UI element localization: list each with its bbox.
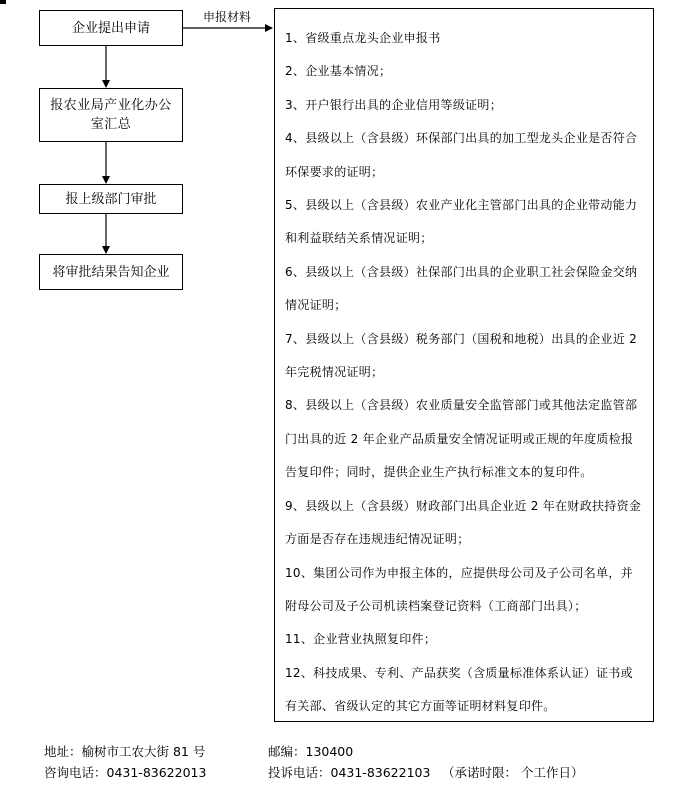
step-agri-bureau-summary-label: 报农业局产业化办公室汇总	[50, 98, 172, 132]
footer-complaint-phone: 投诉电话：0431-83622103	[268, 765, 431, 780]
step-superior-approval-label: 报上级部门审批	[65, 191, 157, 207]
footer-postcode: 邮编：130400	[268, 744, 354, 759]
step-notify-enterprise-label: 将审批结果告知企业	[52, 264, 170, 280]
material-item: 12、科技成果、专利、产品获奖（含质量标准体系认证）证书或有关部、省级认定的其它方面等证明材料复印件。	[285, 665, 633, 714]
footer-address: 地址：榆树市工农大街 81 号	[44, 744, 206, 759]
footer-consult-phone: 咨询电话：0431-83622013	[44, 765, 207, 780]
material-item: 10、集团公司作为申报主体的，应提供母公司及子公司名单，并附母公司及子公司机读档案登记资料（工商部门出具）；	[285, 565, 633, 613]
materials-list-box	[274, 8, 654, 722]
step-enterprise-apply	[39, 10, 183, 46]
material-item: 6、县级以上（含县级）社保部门出具的企业职工社会保险金交纳情况证明；	[285, 264, 638, 313]
step-agri-bureau-summary	[39, 88, 183, 142]
material-item: 9、县级以上（含县级）财政部门出具企业近 2 年在财政扶持资金方面是否存在违规违纪情况证明；	[285, 498, 642, 547]
material-item: 11、企业营业执照复印件；	[285, 632, 437, 647]
material-item: 3、开户银行出具的企业信用等级证明；	[285, 97, 503, 112]
edge-label-materials: 申报材料	[203, 10, 252, 24]
material-item: 4、县级以上（含县级）环保部门出具的加工型龙头企业是否符合环保要求的证明；	[285, 131, 638, 179]
material-item: 8、县级以上（含县级）农业质量安全监管部门或其他法定监管部门出具的近 2 年企业产品质量安全情况证明或正规的年度质检报告复印件；同时，提供企业生产执行标准文本的复印件。	[285, 398, 638, 480]
material-item: 5、县级以上（含县级）农业产业化主管部门出具的企业带动能力和利益联结关系情况证明；	[285, 198, 638, 246]
step-superior-approval	[39, 184, 183, 214]
material-item: 2、企业基本情况；	[285, 64, 392, 79]
material-item: 7、县级以上（含县级）税务部门（国税和地税）出具的企业近 2 年完税情况证明；	[285, 331, 638, 380]
step-notify-enterprise	[39, 254, 183, 290]
footer-deadline: （承诺时限： 个工作日）	[442, 765, 584, 780]
material-item: 1、省级重点龙头企业申报书	[285, 31, 441, 45]
step-enterprise-apply-label: 企业提出申请	[71, 20, 150, 36]
